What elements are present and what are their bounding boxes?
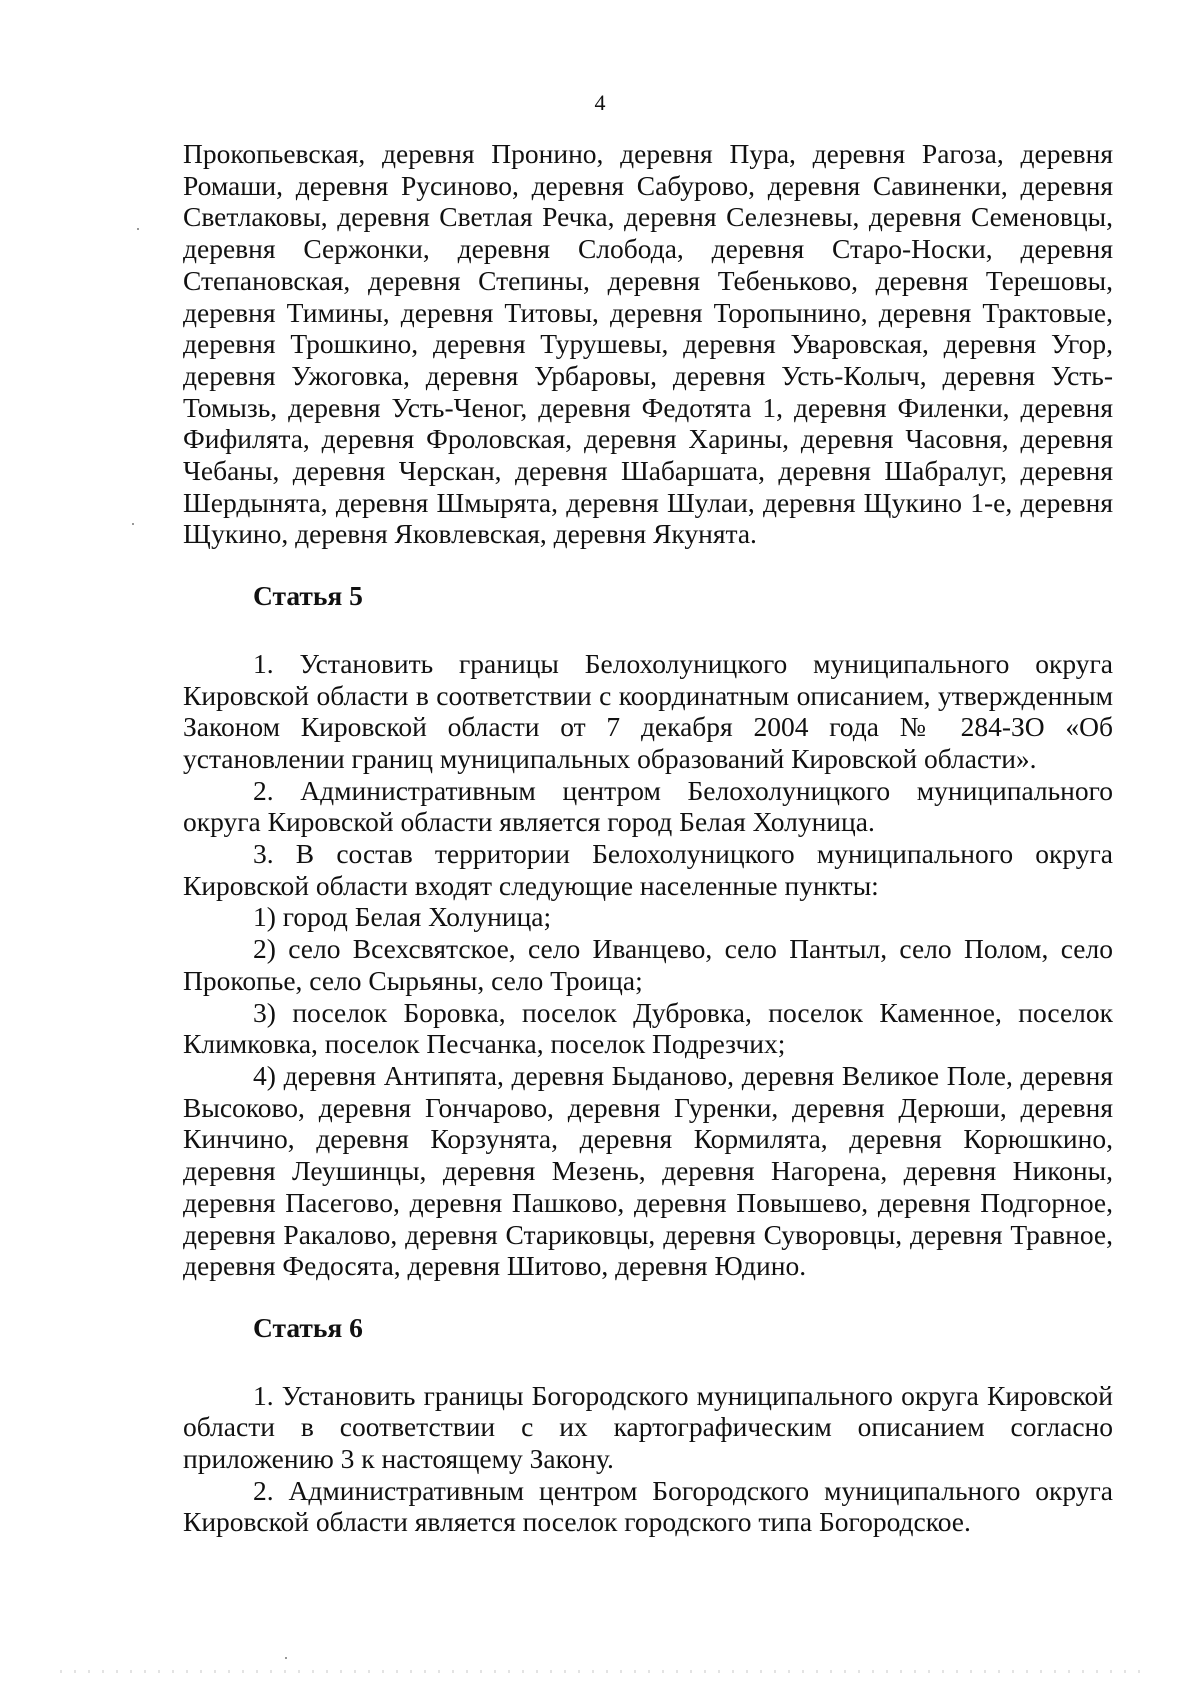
article-5-heading: Статья 5 — [253, 580, 363, 612]
article-5-subitem-3: 3) поселок Боровка, поселок Дубровка, поселок Каменное, поселок Климковка, поселок Песчанка, поселок Подрезчих; — [183, 996, 1113, 1060]
page-number: 4 — [594, 90, 606, 115]
article-6-item-1: 1. Установить границы Богородского муниципального округа Кировской области в соответствии с их картографическим описанием согласно приложению 3 к настоящему Закону. — [183, 1379, 1113, 1475]
article-5-subitem-4: 4) деревня Антипята, деревня Быданово, деревня Великое Поле, деревня Высоково, деревня Гончарово, деревня Гуренки, деревня Дерюши, деревня Кинчино, деревня Корзунята, деревня Кормилята, деревня Корюшкино, деревня Леушинцы, деревня Мезень, деревня Нагорена, деревня Никоны, деревня Пасегово, деревня Пашково, деревня Повышево, деревня Подгорное, деревня Ракалово, деревня Стариковцы, деревня Суворовцы, деревня Травное, деревня Федосята, деревня Шитово, деревня Юдино. — [183, 1059, 1113, 1282]
scan-edge-artifact — [60, 1670, 1140, 1673]
article-5-item-1: 1. Установить границы Белохолуницкого муниципального округа Кировской области в соответствии с координатным описанием, утвержденным Законом Кировской области от 7 декабря 2004 года № 284-ЗО «Об установлении границ муниципальных образований Кировской области». — [183, 647, 1113, 774]
article-5-item-3: 3. В состав территории Белохолуницкого муниципального округа Кировской области входят следующие населенные пункты: — [183, 838, 1113, 901]
scan-speck — [132, 523, 134, 525]
article-5-item-2: 2. Административным центром Белохолуницкого муниципального округа Кировской области является город Белая Холуница. — [183, 774, 1113, 838]
scan-speck — [137, 228, 139, 230]
continuation-paragraph: Прокопьевская, деревня Пронино, деревня Пура, деревня Рагоза, деревня Ромаши, деревня Русиново, деревня Сабурово, деревня Савиненки, деревня Светлаковы, деревня Светлая Речка, деревня Селезневы, деревня Семеновцы, деревня Сержонки, деревня Слобода, деревня Старо-Носки, деревня Степановская, деревня Степины, деревня Тебеньково, деревня Терешовы, деревня Тимины, деревня Титовы, деревня Торопынино, деревня Трактовые, деревня Трошкино, деревня Турушевы, деревня Уваровская, деревня Угор, деревня Ужоговка, деревня Урбаровы, деревня Усть-Колыч, деревня Усть-Томызь, деревня Усть-Ченог, деревня Федотята 1, деревня Филенки, деревня Фифилята, деревня Фроловская, деревня Харины, деревня Часовня, деревня Чебаны, деревня Черскан, деревня Шабаршата, деревня Шабралуг, деревня Шердынята, деревня Шмырята, деревня Шулаи, деревня Щукино 1-е, деревня Щукино, деревня Яковлевская, деревня Якунята. — [183, 138, 1113, 550]
article-6-item-2: 2. Административным центром Богородского муниципального округа Кировской области является поселок городского типа Богородское. — [183, 1474, 1113, 1538]
article-6-heading: Статья 6 — [253, 1311, 363, 1343]
document-body — [183, 138, 1113, 1538]
article-5-subitem-1: 1) город Белая Холуница; — [253, 901, 552, 933]
article-5-subitem-2: 2) село Всехсвятское, село Иванцево, село Пантыл, село Полом, село Прокопье, село Сырьяны, село Троица; — [183, 933, 1113, 996]
scan-speck — [285, 1657, 287, 1659]
